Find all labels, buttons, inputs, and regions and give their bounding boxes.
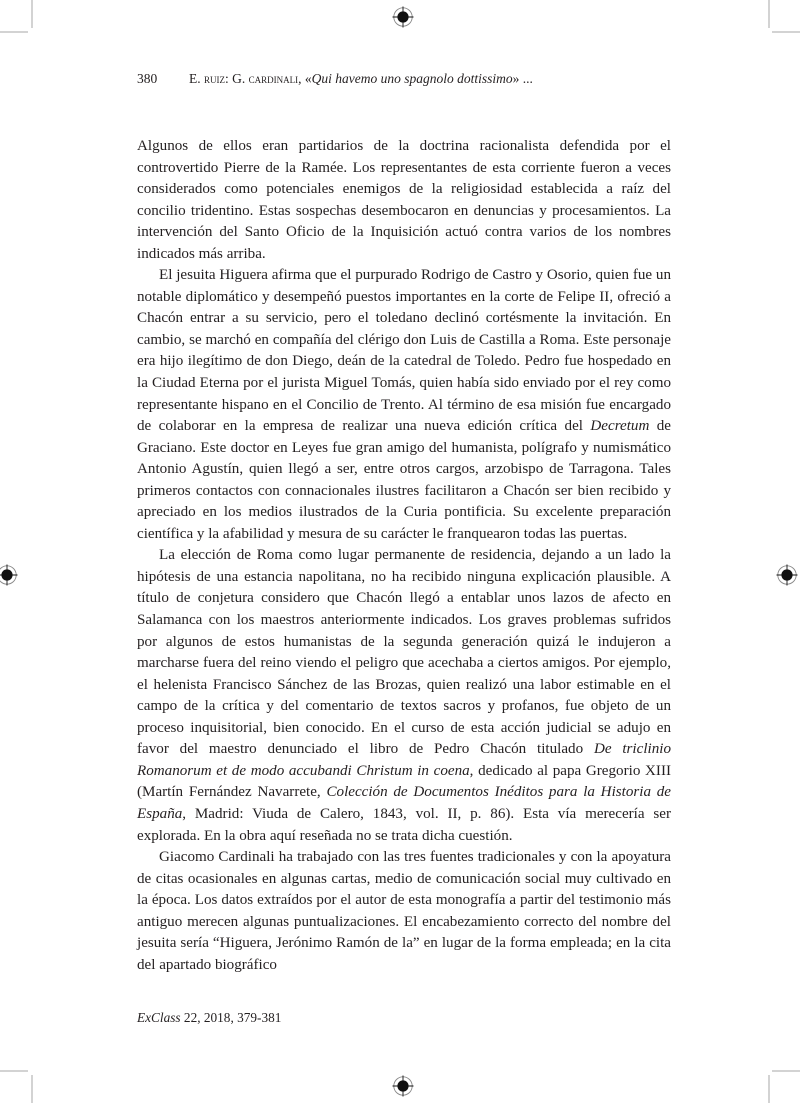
crop-mark-bottom-left-horizontal (0, 1070, 28, 1072)
crop-mark-top-right-horizontal (772, 31, 800, 33)
body-paragraph (137, 265, 671, 545)
registration-target-icon-right (776, 564, 798, 586)
crop-mark-top-left-vertical (31, 0, 33, 28)
body-paragraph (137, 545, 671, 847)
text-run: La elección de Roma como lugar permanente de residencia, dejando a un lado la hipótesis de una estancia napolitana, no ha recibido ninguna explicación plausible. A título de conjetura considero que Chacón llegó a entablar unos lazos de afecto en Salamanca con los maestros anteriormente indicados. Los graves problemas sufridos por algunos de estos humanistas de la segunda generación quizá le indujeron a marcharse fuera del reino viendo el peligro que acechaba a ciertos amigos. Por ejemplo, el helenista Francisco Sánchez de las Brozas, quien realizó una labor estimable en el campo de la crítica y del comentario de textos sacros y profanos, fue objeto de un proceso inquisitorial, bien conocido. En el curso de esta acción judicial se adujo en favor del maestro denunciado el libro de Pedro Chacón titulado (137, 547, 671, 758)
registration-target-icon-top (392, 6, 414, 28)
italic-title-run: Decretum (590, 418, 650, 435)
text-run: , Madrid: Viuda de Calero, 1843, vol. II, p. 86). Esta vía merecería ser explorada. En la obra aquí reseñada no se trata dicha cuestión. (137, 805, 671, 844)
crop-mark-top-right-vertical (768, 0, 770, 28)
running-head-author-surname: ruiz (204, 71, 225, 86)
running-head-author-initial: E. (189, 71, 204, 86)
body-text-column (137, 136, 671, 976)
footer-citation (137, 1009, 281, 1027)
italic-title-run: Colección de Documentos Inéditos para la Historia de España (137, 784, 671, 822)
running-head-quote-open: « (304, 71, 312, 86)
running-head-quote-close: » (512, 71, 520, 86)
running-head-title: Qui havemo uno spagnolo dottissimo (311, 71, 513, 86)
text-run: Algunos de ellos eran partidarios de la doctrina racionalista defendida por el controvertido Pierre de la Ramée. Los representantes de esta corriente fueron a veces considerados como potenciales enemigos de la religiosidad establecida a raíz del concilio tridentino. Estas sospechas desembocaron en denuncias y procesamientos. La intervención del Santo Oficio de la Inquisición actuó contra varios de los nombres indicados más arriba. (137, 138, 671, 262)
footer-volume-year-pages: 22, 2018, 379-381 (180, 1010, 282, 1025)
running-head-comma: , (298, 71, 305, 86)
footer-journal-title: ExClass (137, 1010, 181, 1025)
crop-mark-top-left-horizontal (0, 31, 28, 33)
text-run: de Graciano. Este doctor en Leyes fue gran amigo del humanista, polígrafo y numismático Antonio Agustín, quien llegó a ser, entre otros cargos, arzobispo de Tarragona. Tales primeros contactos con connacionales ilustres facilitaron a Chacón ser bien recibido y apreciado en los medios ilustrados de la Curia pontificia. Su excelente preparación científica y la afabilidad y mesura de su carácter le franquearon todas las puertas. (137, 418, 671, 542)
body-paragraph (137, 136, 671, 265)
running-head-separator: : G. (225, 71, 249, 86)
running-head-ellipsis: ... (519, 71, 533, 86)
running-head-reviewed-surname: cardinali (248, 71, 299, 86)
running-head (137, 70, 672, 88)
text-run: El jesuita Higuera afirma que el purpurado Rodrigo de Castro y Osorio, quien fue un notable diplomático y desempeñó puestos importantes en la corte de Felipe II, ofreció a Chacón entrar a su servicio, pero el toledano declinó cortésmente la invitación. En cambio, se marchó en compañía del clérigo don Luis de Castilla a Roma. Este personaje era hijo ilegítimo de don Diego, deán de la catedral de Toledo. Pedro fue hospedado en la Ciudad Eterna por el jurista Miguel Tomás, quien había sido enviado por el rey como representante hispano en el Concilio de Trento. Al término de esa misión fue encargado de colaborar en la empresa de realizar una nueva edición crítica del (137, 267, 671, 435)
italic-title-run: De triclinio Romanorum et de modo accubandi Christum in coena (137, 741, 671, 779)
crop-mark-bottom-right-horizontal (772, 1070, 800, 1072)
registration-target-icon-bottom (392, 1075, 414, 1097)
crop-mark-bottom-left-vertical (31, 1075, 33, 1103)
text-run: Giacomo Cardinali ha trabajado con las tres fuentes tradicionales y con la apoyatura de citas ocasionales en algunas cartas, medio de comunicación social muy cultivado en la época. Los datos extraídos por el autor de esta monografía a partir del testimonio más antiguo merecen algunas puntualizaciones. El encabezamiento correcto del nombre del jesuita sería “Higuera, Jerónimo Ramón de la” en lugar de la forma empleada; en la cita del apartado biográfico (137, 849, 671, 973)
page-folio-number: 380 (137, 71, 158, 86)
text-run: , dedicado al papa Gregorio XIII (Martín Fernández Navarrete, (137, 762, 671, 801)
crop-mark-bottom-right-vertical (768, 1075, 770, 1103)
body-paragraph (137, 847, 671, 976)
registration-target-icon-left (0, 564, 18, 586)
